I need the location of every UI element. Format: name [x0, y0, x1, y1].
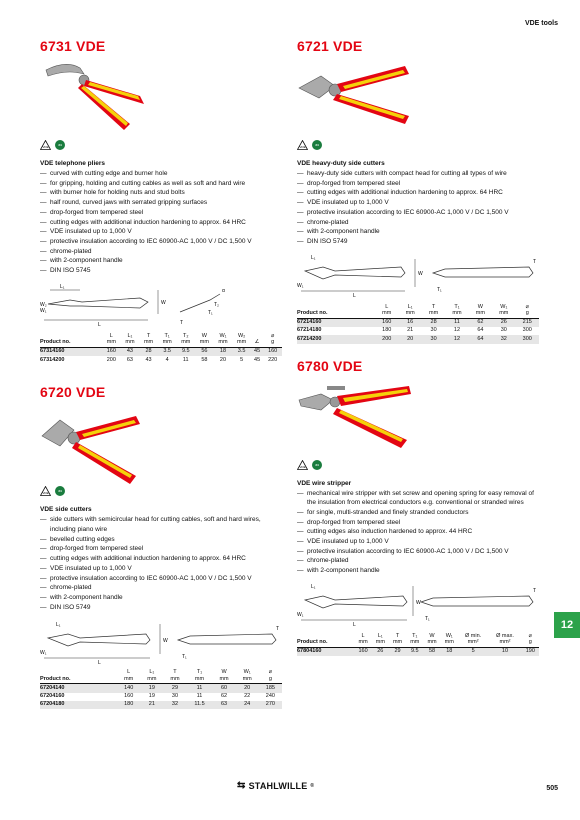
column-header: ⌀ g	[525, 303, 529, 317]
table-cell: 60	[220, 684, 228, 691]
column-header: Ø max. mm²	[496, 632, 514, 646]
table-cell: 20	[244, 684, 251, 691]
column-header: ⌀ g	[528, 632, 532, 646]
pliers-image	[297, 376, 539, 458]
table-cell: 45	[254, 356, 261, 363]
column-header: T mm	[143, 332, 154, 346]
table-cell: 3.5	[237, 348, 246, 355]
feature-list	[297, 169, 539, 247]
column-header: T₁ mm	[194, 669, 205, 682]
table-cell: 64	[477, 327, 484, 334]
feature-item: — drop-forged from tempered steel	[40, 544, 282, 554]
column-header: T₂ mm	[181, 332, 191, 346]
table-cell: 20	[407, 335, 414, 342]
column-header: W₁ mm	[499, 303, 509, 317]
column-header: W₁ mm	[218, 332, 228, 346]
product-number-cell: 67204180	[40, 701, 65, 708]
table-cell: 18	[446, 648, 453, 655]
table-cell: 160	[106, 348, 116, 355]
table-cell: 43	[126, 348, 133, 355]
column-header: L₁ mm	[405, 303, 415, 317]
product-number-cell: 67204160	[40, 693, 65, 700]
feature-item: — chrome-plated	[40, 247, 282, 257]
feature-item: — with 2-component handle	[297, 566, 539, 576]
table-cell: 64	[477, 335, 484, 342]
table-cell: 160	[358, 648, 368, 655]
right-column	[297, 38, 539, 656]
table-cell: 300	[522, 327, 532, 334]
table-cell: 270	[265, 701, 275, 708]
table-cell: 21	[407, 327, 414, 334]
feature-item: — VDE insulated up to 1,000 V	[297, 198, 539, 208]
table-row	[40, 701, 282, 709]
label-W: W	[416, 599, 421, 606]
feature-item: — cutting edges also induction hardened to approx. 44 HRC	[297, 527, 539, 537]
table-cell: 19	[148, 684, 155, 691]
column-header: L mm	[106, 332, 116, 346]
label-T: T	[180, 319, 184, 326]
product-number-cell: 67214180	[297, 327, 322, 334]
column-header: T₁ mm	[162, 332, 172, 346]
table-row	[40, 356, 282, 364]
label-alpha: α	[222, 287, 225, 294]
table-cell: 160	[382, 319, 392, 326]
vde-triangle-icon	[297, 140, 308, 150]
svg-text:VDE: VDE	[42, 145, 49, 149]
feature-item: — half round, curved jaws with serrated gripping surfaces	[40, 198, 282, 208]
feature-item: — VDE insulated up to 1,000 V	[40, 227, 282, 237]
badges	[40, 486, 282, 498]
table-cell: 16	[407, 319, 414, 326]
pliers-image	[40, 56, 282, 138]
table-cell: 140	[124, 684, 134, 691]
table-cell: 180	[382, 327, 392, 334]
table-cell: 63	[126, 356, 133, 363]
label-L1: L₁	[311, 254, 316, 261]
brand-logo	[237, 780, 314, 791]
feature-item: — chrome-plated	[297, 218, 539, 228]
column-header: ⌀ g	[268, 669, 273, 682]
label-W1: W₁	[297, 611, 304, 618]
label-L: L	[98, 321, 101, 328]
feature-item: — DIN ISO 5749	[297, 237, 539, 247]
product-title: 6720 VDE	[40, 384, 106, 401]
label-T1: T₁	[437, 286, 442, 293]
product-subtitle: VDE wire stripper	[297, 479, 352, 487]
left-column	[40, 38, 282, 709]
feature-list	[297, 489, 539, 576]
product-subtitle: VDE side cutters	[40, 506, 92, 514]
column-header: L₁ mm	[147, 669, 157, 682]
feature-item: — side cutters with semicircular head for cutting cables, soft and hard wires, including piano wire	[40, 515, 282, 534]
table-cell: 5	[240, 356, 244, 363]
badges	[297, 460, 539, 472]
table-cell: 11	[196, 684, 203, 691]
table-cell: 22	[244, 693, 251, 700]
label-L1: L₁	[311, 583, 316, 590]
feature-item: — DIN ISO 5749	[40, 603, 282, 613]
label-W1: W₁	[40, 650, 47, 657]
table-cell: 43	[145, 356, 152, 363]
table-cell: 11	[196, 693, 203, 700]
feature-item: — drop-forged from tempered steel	[297, 179, 539, 189]
table-row	[40, 684, 282, 693]
dimension-drawing	[40, 282, 282, 328]
table-row	[297, 335, 539, 343]
table-cell: 62	[220, 693, 228, 700]
feature-item: — cutting edges with additional induction hardening to approx. 64 HRC	[40, 554, 282, 564]
svg-text:VDE: VDE	[42, 491, 49, 496]
label-L: L	[353, 621, 356, 628]
vde-triangle-icon	[40, 140, 51, 150]
spec-table	[40, 668, 282, 709]
product-subtitle: VDE telephone pliers	[40, 160, 106, 167]
spec-table	[297, 303, 539, 344]
chapter-tab[interactable]: 12	[554, 612, 580, 638]
table-cell: 18	[219, 348, 227, 355]
column-header: T mm	[170, 669, 180, 682]
feature-item: — for gripping, holding and cutting cables as well as soft and hard wire	[40, 179, 282, 189]
label-W: W	[161, 299, 166, 306]
label-T: T	[533, 587, 537, 594]
table-cell: 30	[171, 693, 179, 700]
24-hour-badge-icon: 24	[55, 140, 65, 150]
table-cell: 58	[428, 648, 436, 655]
column-header: ⌀ g	[271, 332, 275, 346]
label-T1: T₁	[208, 309, 213, 316]
table-cell: 185	[265, 684, 275, 691]
feature-item: — protective insulation according to IEC 60900-AC 1,000 V / DC 1,500 V	[40, 237, 282, 247]
table-cell: 19	[148, 693, 155, 700]
table-cell: 240	[265, 693, 275, 700]
label-T2: T₂	[214, 301, 219, 308]
product-subtitle: VDE heavy-duty side cutters	[297, 160, 385, 167]
table-cell: 4	[165, 356, 169, 363]
table-cell: 11	[454, 319, 460, 326]
registered-mark: ®	[310, 782, 315, 789]
dimension-drawing	[40, 618, 282, 664]
table-cell: 29	[394, 648, 401, 655]
column-header: W mm	[475, 303, 485, 317]
label-L1: L₁	[56, 622, 61, 629]
column-header: Product no.	[40, 339, 71, 346]
product-number-cell: 67204140	[40, 684, 65, 691]
table-cell: 24	[244, 701, 251, 708]
table-cell: 160	[124, 693, 134, 700]
table-cell: 28	[145, 348, 152, 355]
feature-item: — DIN ISO 5745	[40, 266, 282, 276]
table-cell: 21	[148, 701, 155, 708]
table-cell: 180	[124, 701, 134, 708]
column-header: T₁ mm	[452, 303, 462, 317]
product-6720	[40, 384, 282, 709]
table-row	[297, 647, 539, 656]
product-title: 6731 VDE	[40, 38, 106, 54]
column-header: ∠	[254, 339, 260, 346]
table-cell: 32	[171, 701, 179, 708]
column-header: L mm	[358, 632, 368, 646]
table-cell: 220	[268, 356, 278, 363]
label-W: W	[163, 638, 168, 645]
svg-text:VDE: VDE	[299, 464, 306, 469]
feature-item: — with burner hole for holding nuts and stud bolts	[40, 188, 282, 198]
section-header: VDE tools	[524, 20, 558, 27]
label-L1: L₁	[60, 283, 65, 290]
column-header: L mm	[382, 303, 392, 317]
product-number-cell: 67214160	[297, 319, 322, 326]
spec-table	[40, 332, 282, 365]
column-header: L₁ mm	[375, 632, 385, 646]
product-number-cell: 67314200	[40, 356, 65, 363]
wrench-logo-icon: ⇆	[237, 780, 246, 791]
table-cell: 300	[522, 335, 532, 342]
feature-item: — mechanical wire stripper with set screw and opening spring for easy removal of the insulation from electrical conductors e.g. conventional or stranded wires	[297, 489, 539, 508]
label-W2: W₂	[40, 301, 47, 308]
feature-item: — drop-forged from tempered steel	[40, 208, 282, 218]
table-cell: 45	[254, 348, 261, 355]
vde-triangle-icon	[40, 486, 51, 496]
feature-item: — with 2-component handle	[297, 227, 539, 237]
product-title: 6721 VDE	[297, 38, 363, 54]
product-number-cell: 67804160	[297, 648, 322, 655]
table-row	[297, 318, 539, 327]
column-header: W mm	[427, 632, 437, 646]
table-cell: 26	[500, 319, 507, 326]
table-cell: 3.5	[163, 348, 171, 355]
column-header: L mm	[124, 669, 134, 682]
table-cell: 63	[220, 701, 228, 708]
column-header: T mm	[428, 303, 439, 317]
column-header: W₁ mm	[444, 632, 454, 646]
table-row	[297, 327, 539, 335]
table-cell: 200	[382, 335, 392, 342]
feature-item: — curved with cutting edge and burner hole	[40, 169, 282, 179]
table-cell: 28	[430, 319, 437, 326]
column-header: W₂ mm	[237, 332, 247, 346]
feature-item: — VDE insulated up to 1,000 V	[40, 564, 282, 574]
label-T: T	[533, 258, 537, 265]
table-cell: 215	[522, 319, 532, 326]
column-header: Ø min. mm²	[465, 632, 482, 646]
feature-item: — protective insulation according to IEC 60900-AC 1,000 V / DC 1,500 V	[297, 208, 539, 218]
table-cell: 20	[219, 356, 227, 363]
table-cell: 9.5	[181, 348, 190, 355]
24-hour-badge-icon: 24	[55, 486, 65, 496]
badges	[40, 140, 282, 152]
label-L: L	[353, 292, 356, 299]
pliers-image	[297, 56, 539, 138]
dimension-drawing	[297, 253, 539, 299]
feature-item: — chrome-plated	[297, 556, 539, 566]
feature-item: — protective insulation according to IEC 60900-AC 1,000 V / DC 1,500 V	[297, 547, 539, 557]
product-number-cell: 67314160	[40, 348, 65, 355]
vde-triangle-icon	[297, 460, 308, 470]
feature-item: — bevelled cutting edges	[40, 535, 282, 545]
table-header-row	[297, 303, 539, 319]
table-cell: 30	[430, 335, 437, 342]
table-cell: 12	[453, 327, 461, 334]
badges	[297, 140, 539, 152]
column-header: L₁ mm	[125, 332, 135, 346]
column-header: W mm	[199, 332, 209, 346]
24-hour-badge-icon: 24	[312, 460, 322, 470]
table-cell: 26	[377, 648, 384, 655]
label-W1: W₁	[40, 307, 47, 314]
feature-item: — VDE insulated up to 1,000 V	[297, 537, 539, 547]
table-cell: 190	[525, 648, 535, 655]
table-header-row	[297, 632, 539, 648]
table-cell: 62	[477, 319, 484, 326]
table-header-row	[40, 668, 282, 684]
product-number-cell: 67214200	[297, 335, 322, 342]
column-header: W₁ mm	[242, 669, 252, 682]
product-6721	[297, 38, 539, 344]
feature-item: — drop-forged from tempered steel	[297, 518, 539, 528]
label-T1: T₁	[182, 654, 187, 661]
label-W1: W₁	[297, 282, 304, 289]
feature-item: — for single, multi-stranded and finely stranded conductors	[297, 508, 539, 518]
table-cell: 10	[501, 648, 509, 655]
table-cell: 30	[430, 327, 437, 334]
dimension-drawing	[297, 582, 539, 628]
24-hour-badge-icon: 24	[312, 140, 322, 150]
table-cell: 32	[500, 335, 507, 342]
column-header: T mm	[392, 632, 403, 646]
feature-item: — protective insulation according to IEC 60900-AC 1,000 V / DC 1,500 V	[40, 574, 282, 584]
product-6780	[297, 358, 539, 657]
label-L: L	[98, 660, 101, 665]
table-cell: 29	[171, 684, 179, 691]
brand-name: STAHLWILLE	[248, 780, 308, 791]
feature-item: — with 2-component handle	[40, 256, 282, 266]
product-6731	[40, 38, 282, 364]
table-cell: 200	[106, 356, 116, 363]
feature-item: — heavy-duty side cutters with compact head for cutting all types of wire	[297, 169, 539, 179]
table-cell: 5	[471, 648, 475, 655]
table-cell: 11	[182, 356, 189, 363]
table-cell: 30	[500, 327, 507, 334]
column-header: T₁ mm	[410, 632, 420, 646]
table-header-row	[40, 332, 282, 348]
table-row	[40, 693, 282, 701]
column-header: W mm	[219, 669, 229, 682]
feature-item: — cutting edges with additional induction hardening to approx. 64 HRC	[40, 218, 282, 228]
table-cell: 12	[453, 335, 461, 342]
column-header: Product no.	[297, 639, 328, 646]
feature-list	[40, 515, 282, 612]
table-cell: 160	[268, 348, 278, 355]
feature-item: — chrome-plated	[40, 583, 282, 593]
feature-item: — with 2-component handle	[40, 593, 282, 603]
spec-table	[297, 632, 539, 656]
table-cell: 56	[201, 348, 208, 355]
column-header: Product no.	[40, 675, 71, 682]
svg-text:VDE: VDE	[299, 145, 306, 149]
feature-list	[40, 169, 282, 276]
pliers-image	[40, 402, 282, 484]
label-T: T	[276, 626, 280, 633]
label-W: W	[418, 270, 423, 277]
table-row	[40, 347, 282, 356]
page-number: 505	[546, 785, 558, 792]
label-T1: T₁	[425, 615, 430, 622]
feature-item: — cutting edges with additional induction hardening to approx. 64 HRC	[297, 188, 539, 198]
table-cell: 9.5	[410, 648, 419, 655]
column-header: Product no.	[297, 310, 328, 317]
product-title: 6780 VDE	[297, 357, 363, 374]
table-cell: 11.5	[194, 701, 205, 708]
table-cell: 58	[201, 356, 208, 363]
